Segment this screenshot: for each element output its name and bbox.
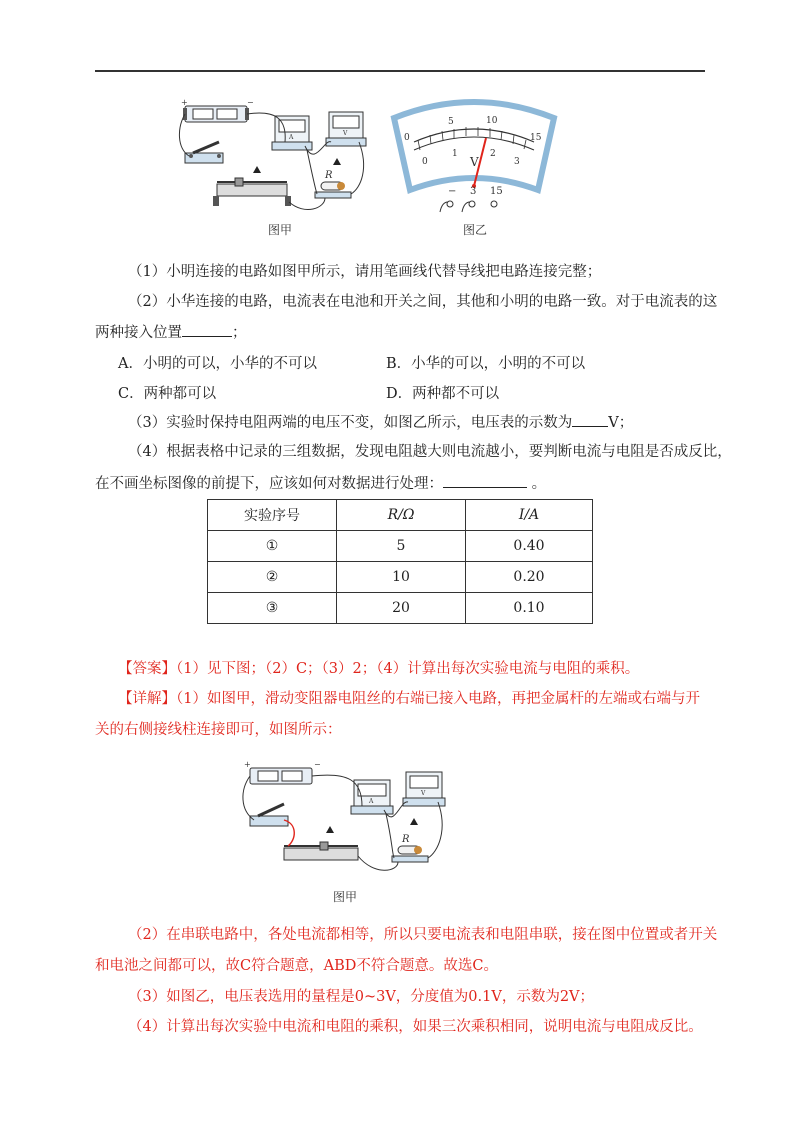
answer-text: （1）见下图；（2）C；（3）2；（4）计算出每次实验电流与电阻的乘积。 <box>176 661 640 677</box>
cell-trial: ① <box>208 531 337 562</box>
resistor-icon <box>315 182 351 198</box>
answer-blank-2[interactable] <box>182 322 232 337</box>
upper-scale-5: 5 <box>448 117 454 127</box>
upper-scale-0: 0 <box>404 133 410 143</box>
terminal-3: 3 <box>470 186 477 197</box>
answer-line <box>118 659 728 679</box>
switch-icon <box>185 142 223 163</box>
option-c[interactable]: C．两种都可以 <box>118 386 217 402</box>
header-trial: 实验序号 <box>208 500 337 531</box>
cell-resistance: 20 <box>337 593 466 624</box>
ammeter-icon <box>351 780 393 814</box>
ammeter-letter: A <box>289 134 294 141</box>
header-current: I/A <box>466 500 593 531</box>
cell-current: 0.10 <box>466 593 593 624</box>
explanation-line-3: （2）在串联电路中，各处电流都相等，所以只要电流表和电阻串联，接在图中位置或者开关 <box>128 927 718 943</box>
cell-current: 0.20 <box>466 562 593 593</box>
question-4-text: 在不画坐标图像的前提下，应该如何对数据进行处理： <box>95 476 443 492</box>
answer-figure-caption: 图甲 <box>332 890 357 904</box>
header-rule <box>95 70 705 72</box>
cell-trial: ③ <box>208 593 337 624</box>
question-4-line-1: （4）根据表格中记录的三组数据，发现电阻越大则电流越小，要判断电流与电阻是否成反比， <box>128 444 732 460</box>
meter-unit: V <box>470 155 479 169</box>
question-2-text: 两种接入位置 <box>95 325 182 341</box>
ammeter-letter: A <box>369 798 374 805</box>
upper-scale-15: 15 <box>530 133 542 143</box>
cell-resistance: 10 <box>337 562 466 593</box>
figure-a-caption: 图甲 <box>267 223 292 237</box>
table-row <box>208 531 593 562</box>
circuit-figure-answer <box>238 760 450 884</box>
battery-minus: − <box>247 98 254 107</box>
rheostat-icon <box>284 842 358 860</box>
table-row <box>208 562 593 593</box>
question-3-end: V； <box>608 415 634 431</box>
rheostat-icon <box>213 178 291 206</box>
explanation-line-2: 关的右侧接线柱连接即可，如图所示： <box>95 722 342 738</box>
explanation-p1-a: （1）如图甲，滑动变阻器电阻丝的右端已接入电路，再把金属杆的左端或右端与开 <box>176 691 700 707</box>
cell-trial: ② <box>208 562 337 593</box>
voltmeter-dial-figure <box>388 98 560 220</box>
option-a[interactable]: A．小明的可以，小华的不可以 <box>118 356 317 372</box>
explanation-line-4: 和电池之间都可以，故C符合题意，ABD不符合题意。故选C。 <box>95 958 498 974</box>
explanation-line-6: （4）计算出每次实验中电流和电阻的乘积，如果三次乘积相同，说明电流与电阻成反比。 <box>128 1019 703 1035</box>
answer-tag: 【答案】 <box>118 661 176 677</box>
question-1: （1）小明连接的电路如图甲所示，请用笔画线代替导线把电路连接完整； <box>128 264 602 280</box>
question-4-line-2 <box>95 473 705 494</box>
question-2-line-1: （2）小华连接的电路，电流表在电池和开关之间，其他和小明的电路一致。对于电流表的这 <box>128 294 718 310</box>
voltmeter-letter: V <box>421 790 426 797</box>
battery-icon <box>250 768 312 784</box>
explanation-line-5: （3）如图乙，电压表选用的量程是0~3V，分度值为0.1V，示数为2V； <box>128 989 595 1005</box>
battery-plus: + <box>181 98 188 107</box>
marker-triangle <box>410 818 418 825</box>
lower-scale-3: 3 <box>514 157 520 167</box>
question-3-text: （3）实验时保持电阻两端的电压不变，如图乙所示，电压表的示数为 <box>128 415 573 431</box>
battery-plus: + <box>244 760 251 769</box>
marker-triangle <box>326 826 334 833</box>
data-table <box>207 499 593 624</box>
voltmeter-icon <box>403 772 445 806</box>
marker-triangle <box>253 166 261 173</box>
battery-icon <box>183 106 249 122</box>
explanation-line-1 <box>118 689 728 709</box>
switch-icon <box>250 804 288 826</box>
option-d[interactable]: D．两种都不可以 <box>386 386 500 402</box>
resistor-label: R <box>402 834 410 845</box>
header-resistance: R/Ω <box>337 500 466 531</box>
answer-blank-4[interactable] <box>443 473 527 488</box>
lower-scale-2: 2 <box>490 149 496 159</box>
terminal-knobs <box>440 201 497 212</box>
marker-triangle <box>333 158 341 165</box>
voltmeter-letter: V <box>343 130 348 137</box>
table-row <box>208 593 593 624</box>
explanation-tag: 【详解】 <box>118 691 176 707</box>
lower-scale-1: 1 <box>452 149 458 159</box>
cell-resistance: 5 <box>337 531 466 562</box>
voltmeter-icon <box>326 112 366 146</box>
ammeter-icon <box>272 116 312 150</box>
figure-b-caption: 图乙 <box>462 223 487 237</box>
resistor-label: R <box>325 170 333 181</box>
resistor-icon <box>392 846 428 862</box>
upper-scale-10: 10 <box>486 116 498 126</box>
circuit-figure-a <box>175 98 375 220</box>
question-2-line-2 <box>95 322 705 343</box>
terminal-15: 15 <box>490 186 503 197</box>
answer-blank-3[interactable] <box>572 412 608 427</box>
cell-current: 0.40 <box>466 531 593 562</box>
option-b[interactable]: B．小华的可以，小明的不可以 <box>386 356 586 372</box>
lower-scale-0: 0 <box>422 157 428 167</box>
question-2-end: ； <box>232 325 247 341</box>
question-4-end: 。 <box>531 476 547 492</box>
table-header-row <box>208 500 593 531</box>
question-3 <box>128 412 738 433</box>
terminal-minus: − <box>448 186 457 197</box>
battery-minus: − <box>314 760 321 769</box>
